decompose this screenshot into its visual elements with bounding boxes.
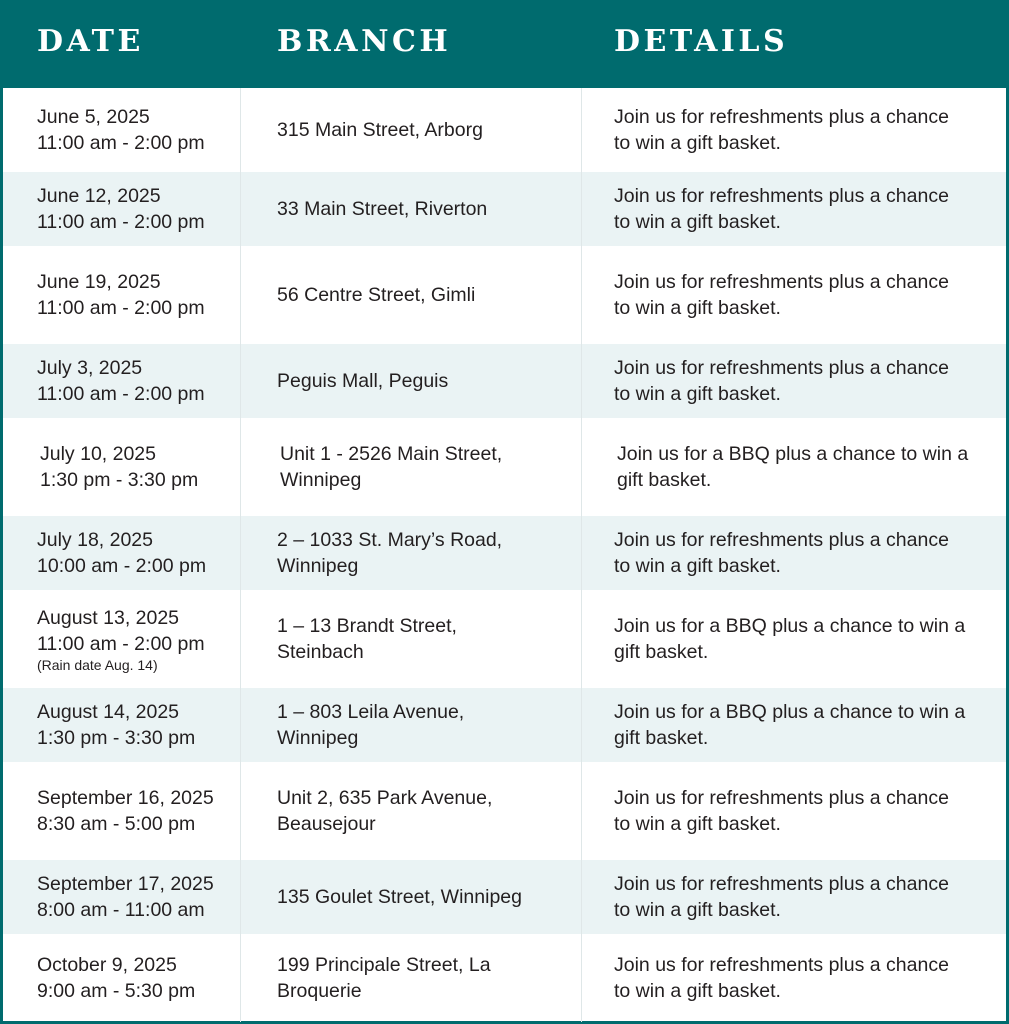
table-row (3, 418, 1006, 516)
table-row (3, 934, 1006, 1022)
event-time: 11:00 am - 2:00 pm (37, 633, 205, 655)
branch-cell (241, 172, 582, 246)
branch-address-line: Beausejour (277, 813, 376, 835)
event-time: 8:30 am - 5:00 pm (37, 813, 196, 835)
event-time: 10:00 am - 2:00 pm (37, 555, 207, 577)
branch-address-line: 33 Main Street, Riverton (277, 198, 488, 220)
details-line: Join us for a BBQ plus a chance to win a (617, 443, 969, 465)
details-line: Join us for refreshments plus a chance (614, 873, 949, 895)
event-date: June 19, 2025 (37, 271, 161, 293)
details-cell (582, 762, 1006, 860)
branch-address-line: Unit 2, 635 Park Avenue, (277, 787, 493, 809)
table-row (3, 590, 1006, 688)
date-cell (3, 860, 241, 934)
date-cell (3, 688, 241, 762)
details-line: to win a gift basket. (614, 297, 781, 319)
details-line: gift basket. (614, 727, 709, 749)
date-cell (3, 344, 241, 418)
branch-address-line: Winnipeg (280, 469, 362, 491)
details-cell (582, 590, 1006, 688)
event-note: (Rain date Aug. 14) (37, 657, 158, 673)
table-row (3, 860, 1006, 934)
branch-address-line: 315 Main Street, Arborg (277, 119, 483, 141)
branch-address-line: 56 Centre Street, Gimli (277, 284, 476, 306)
header-branch: BRANCH (277, 24, 452, 59)
table-row (3, 88, 1006, 172)
event-date: July 10, 2025 (40, 443, 157, 465)
details-line: to win a gift basket. (614, 980, 781, 1002)
details-line: Join us for refreshments plus a chance (614, 357, 949, 379)
branch-address-line: Peguis Mall, Peguis (277, 370, 449, 392)
details-cell (582, 344, 1006, 418)
table-row (3, 688, 1006, 762)
details-line: to win a gift basket. (614, 555, 781, 577)
branch-cell (241, 344, 582, 418)
table-body (3, 88, 1006, 1022)
details-line: gift basket. (617, 469, 712, 491)
details-line: Join us for refreshments plus a chance (614, 787, 949, 809)
details-line: Join us for refreshments plus a chance (614, 106, 949, 128)
event-time: 1:30 pm - 3:30 pm (40, 469, 199, 491)
details-line: to win a gift basket. (614, 813, 781, 835)
event-time: 11:00 am - 2:00 pm (37, 132, 205, 154)
branch-address-line: Broquerie (277, 980, 362, 1002)
date-cell (3, 172, 241, 246)
details-line: to win a gift basket. (614, 211, 781, 233)
event-date: August 13, 2025 (37, 607, 180, 629)
branch-address-line: 2 – 1033 St. Mary’s Road, (277, 529, 503, 551)
branch-address-line: 1 – 803 Leila Avenue, (277, 701, 465, 723)
date-cell (3, 762, 241, 860)
details-line: Join us for refreshments plus a chance (614, 271, 949, 293)
event-date: October 9, 2025 (37, 954, 177, 976)
event-date: June 5, 2025 (37, 106, 150, 128)
event-time: 11:00 am - 2:00 pm (37, 211, 205, 233)
details-cell (582, 934, 1006, 1022)
branch-address-line: Unit 1 - 2526 Main Street, (280, 443, 503, 465)
details-cell (582, 688, 1006, 762)
branch-cell (241, 88, 582, 172)
branch-cell (241, 246, 582, 344)
event-date: July 3, 2025 (37, 357, 143, 379)
event-date: July 18, 2025 (37, 529, 154, 551)
table-header (3, 0, 1006, 88)
event-date: June 12, 2025 (37, 185, 161, 207)
branch-cell (241, 590, 582, 688)
details-cell (582, 516, 1006, 590)
branch-address-line: 135 Goulet Street, Winnipeg (277, 886, 522, 908)
branch-address-line: Winnipeg (277, 727, 359, 749)
event-time: 1:30 pm - 3:30 pm (37, 727, 196, 749)
table-row (3, 516, 1006, 590)
details-line: Join us for a BBQ plus a chance to win a (614, 615, 966, 637)
table-row (3, 762, 1006, 860)
branch-cell (241, 934, 582, 1022)
details-line: Join us for refreshments plus a chance (614, 529, 949, 551)
event-time: 8:00 am - 11:00 am (37, 899, 205, 921)
branch-cell (241, 762, 582, 860)
branch-cell (241, 860, 582, 934)
branch-address-line: Steinbach (277, 641, 364, 663)
header-details: DETAILS (614, 24, 789, 59)
details-cell (582, 418, 1006, 516)
header-date: DATE (37, 24, 144, 59)
date-cell (3, 590, 241, 688)
details-line: to win a gift basket. (614, 899, 781, 921)
details-cell (582, 88, 1006, 172)
details-line: to win a gift basket. (614, 132, 781, 154)
event-date: August 14, 2025 (37, 701, 180, 723)
branch-address-line: 1 – 13 Brandt Street, (277, 615, 457, 637)
date-cell (3, 246, 241, 344)
branch-address-line: 199 Principale Street, La (277, 954, 491, 976)
date-cell (3, 88, 241, 172)
details-line: to win a gift basket. (614, 383, 781, 405)
table-row (3, 246, 1006, 344)
branch-cell (241, 516, 582, 590)
details-cell (582, 246, 1006, 344)
date-cell (3, 934, 241, 1022)
details-line: Join us for a BBQ plus a chance to win a (614, 701, 966, 723)
details-cell (582, 860, 1006, 934)
event-time: 11:00 am - 2:00 pm (37, 297, 205, 319)
details-line: Join us for refreshments plus a chance (614, 185, 949, 207)
event-date: September 16, 2025 (37, 787, 214, 809)
details-cell (582, 172, 1006, 246)
branch-cell (241, 688, 582, 762)
branch-cell (241, 418, 582, 516)
details-line: Join us for refreshments plus a chance (614, 954, 949, 976)
event-time: 9:00 am - 5:30 pm (37, 980, 196, 1002)
event-date: September 17, 2025 (37, 873, 214, 895)
table-row (3, 172, 1006, 246)
table-row (3, 344, 1006, 418)
date-cell (3, 418, 241, 516)
branch-address-line: Winnipeg (277, 555, 359, 577)
details-line: gift basket. (614, 641, 709, 663)
event-time: 11:00 am - 2:00 pm (37, 383, 205, 405)
date-cell (3, 516, 241, 590)
